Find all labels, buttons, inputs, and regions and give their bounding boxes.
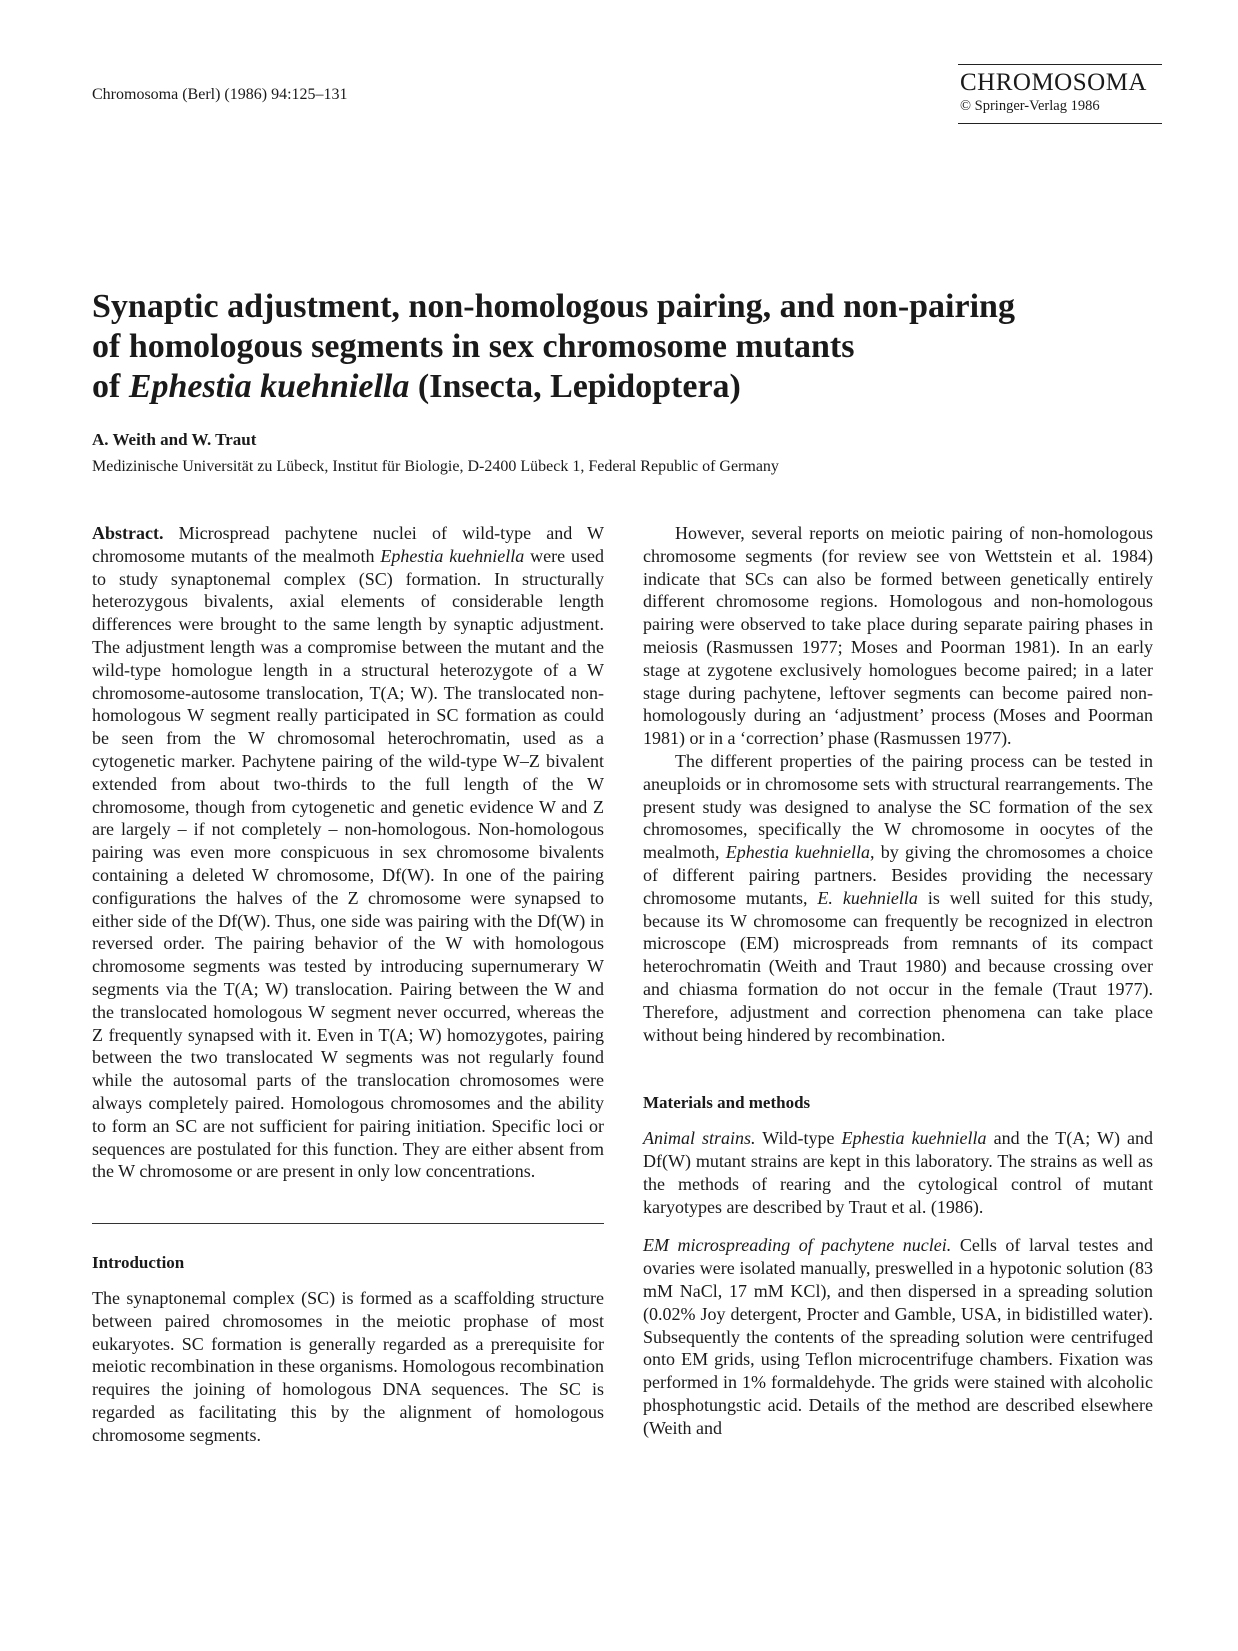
abstract-divider [92, 1223, 604, 1224]
journal-name: CHROMOSOMA [960, 69, 1147, 96]
authors: A. Weith and W. Traut [92, 430, 257, 449]
em-text: Cells of larval testes and ovaries were isolated manually, preswelled in a hypotonic solution (83 mM NaCl, 17 mM KCl), and then dispersed in a spreading solution (0.02% Joy detergent, Procter and Gamble, USA, in bidistilled water). Subsequently the contents of the spreading solution were centrifuged onto EM grids, using Teflon microcentrifuge chambers. Fixation was performed in 1% formaldehyde. The grids were stained with alcoholic phosphotungstic acid. Details of the method are described elsewhere (Weith and [643, 1235, 1153, 1438]
strains-label: Animal strains. [643, 1128, 756, 1149]
animal-strains [643, 1127, 1153, 1218]
section-gap [643, 1046, 1153, 1092]
intro-paragraph-2: However, several reports on meiotic pairing of non-homologous chromosome segments (for review see von Wettstein et al. 1984) indicate that SCs can also be formed between genetically entirely different chromosome regions. Homologous and non-homologous pairing were observed to take place during separate pairing phases in meiosis (Rasmussen 1977; Moses and Poorman 1981). In an early stage at zygotene exclusively homologues become paired; in a later stage during pachytene, leftover segments can become paired non-homologously during an ‘adjustment’ process (Moses and Poorman 1981) or in a ‘correction’ phase (Rasmussen 1977). [643, 523, 1153, 749]
para3-text-c: is well suited for this study, because its W chromosome can frequently be recognized in electron microscope (EM) microspreads from remnants of its compact heterochromatin (Weith and Traut 1980) and because crossing over and chiasma formation do not occur in the female (Traut 1977). Therefore, adjustment and correction phenomena can take place without being hindered by recombination. [643, 887, 1153, 1045]
materials-heading: Materials and methods [643, 1093, 811, 1113]
abstract-label: Abstract. [92, 523, 164, 543]
em-microspreading [643, 1234, 1153, 1439]
paragraph-gap [643, 1218, 1153, 1234]
abstract-species: Ephestia kuehniella [380, 545, 525, 566]
title-line-2: of homologous segments in sex chromosome mutants [92, 328, 855, 365]
abstract-text-a: Microspread pachytene nuclei of wild-type and W chromosome mutants of the mealmoth [92, 523, 604, 566]
brand-rule-bottom [958, 123, 1162, 124]
para3-species-1: Ephestia kuehniella [725, 842, 870, 863]
right-column [643, 522, 1153, 1439]
title-line-3 [92, 367, 1092, 407]
title-species: Ephestia kuehniella [128, 368, 410, 405]
title-prefix: of [92, 368, 129, 405]
abstract [92, 522, 604, 1183]
intro-paragraph-3 [643, 750, 1153, 1046]
abstract-text-b: were used to study synaptonemal complex (SC) formation. In structurally heterozygous bivalents, axial elements of considerable length differences were brought to the same length by synaptic adjustment. The adjustment length was a compromise between the mutant and the wild-type homologue length in a structural heterozygote of a W chromosome-autosome translocation, T(A; W). The translocated non-homologous W segment really participated in SC formation as could be seen from the W chromosomal heterochromatin, used as a cytogenetic marker. Pachytene pairing of the wild-type W–Z bivalent extended from about two-thirds to the full length of the W chromosome, though from cytogenetic and genetic evidence W and Z are largely – if not completely – non-homologous. Non-homologous pairing was even more conspicuous in sex chromosome bivalents containing a deleted W chromosome, Df(W). In one of the pairing configurations the halves of the Z chromosome were synapsed to either side of the Df(W). Thus, one side was pairing with the Df(W) in reversed order. The pairing behavior of the W with homologous chromosome segments was tested by introducing supernumerary W segments via the T(A; W) translocation. Pairing between the W and the translocated homologous W segment never occurred, whereas the Z frequently synapsed with it. Even in T(A; W) homozygotes, pairing between the two translocated W segments was not regularly found while the autosomal parts of the translocation chromosomes were always completely paired. Homologous chromosomes and the ability to form an SC are not sufficient for pairing initiation. Specific loci or sequences are postulated for this function. They are either absent from the W chromosome or are present in only low concentrations. [92, 545, 604, 1182]
affiliation: Medizinische Universität zu Lübeck, Institut für Biologie, D-2400 Lübeck 1, Federal Republic of Germany [92, 458, 779, 475]
article-title [92, 287, 1092, 407]
para3-text-a: The different properties of the pairing process can be tested in aneuploids or in chromosome sets with structural rearrangements. The present study was designed to analyse the SC formation of the sex chromosomes, specifically the W chromosome in oocytes of the mealmoth, [643, 750, 1153, 863]
strains-text-a: Wild-type [755, 1128, 842, 1149]
brand-rule-top [958, 64, 1162, 65]
strains-text-b: and the T(A; W) and Df(W) mutant strains are kept in this laboratory. The strains as well as the methods of rearing and the cytological control of mutant karyotypes are described by Traut et al. (1986). [643, 1128, 1153, 1217]
para3-text-b: , by giving the chromosomes a choice of different pairing partners. Besides providing the necessary chromosome mutants, [643, 842, 1154, 908]
left-column [92, 522, 604, 1446]
publisher-line: © Springer-Verlag 1986 [960, 98, 1100, 114]
para3-species-2: E. kuehniella [817, 887, 918, 908]
journal-brand [958, 64, 1162, 124]
title-line-1: Synaptic adjustment, non-homologous pairing, and non-pairing [92, 288, 1015, 325]
em-label: EM microspreading of pachytene nuclei. [643, 1235, 952, 1256]
strains-species: Ephestia kuehniella [841, 1128, 987, 1149]
introduction-heading: Introduction [92, 1253, 185, 1273]
journal-reference: Chromosoma (Berl) (1986) 94:125–131 [92, 86, 348, 103]
introduction-text: The synaptonemal complex (SC) is formed as a scaffolding structure between paired chromosomes in the meiotic prophase of most eukaryotes. SC formation is generally regarded as a prerequisite for meiotic recombination in these organisms. Homologous recombination requires the joining of homologous DNA sequences. The SC is regarded as facilitating this by the alignment of homologous chromosome segments. [92, 1287, 604, 1445]
title-suffix: (Insecta, Lepidoptera) [409, 368, 741, 405]
